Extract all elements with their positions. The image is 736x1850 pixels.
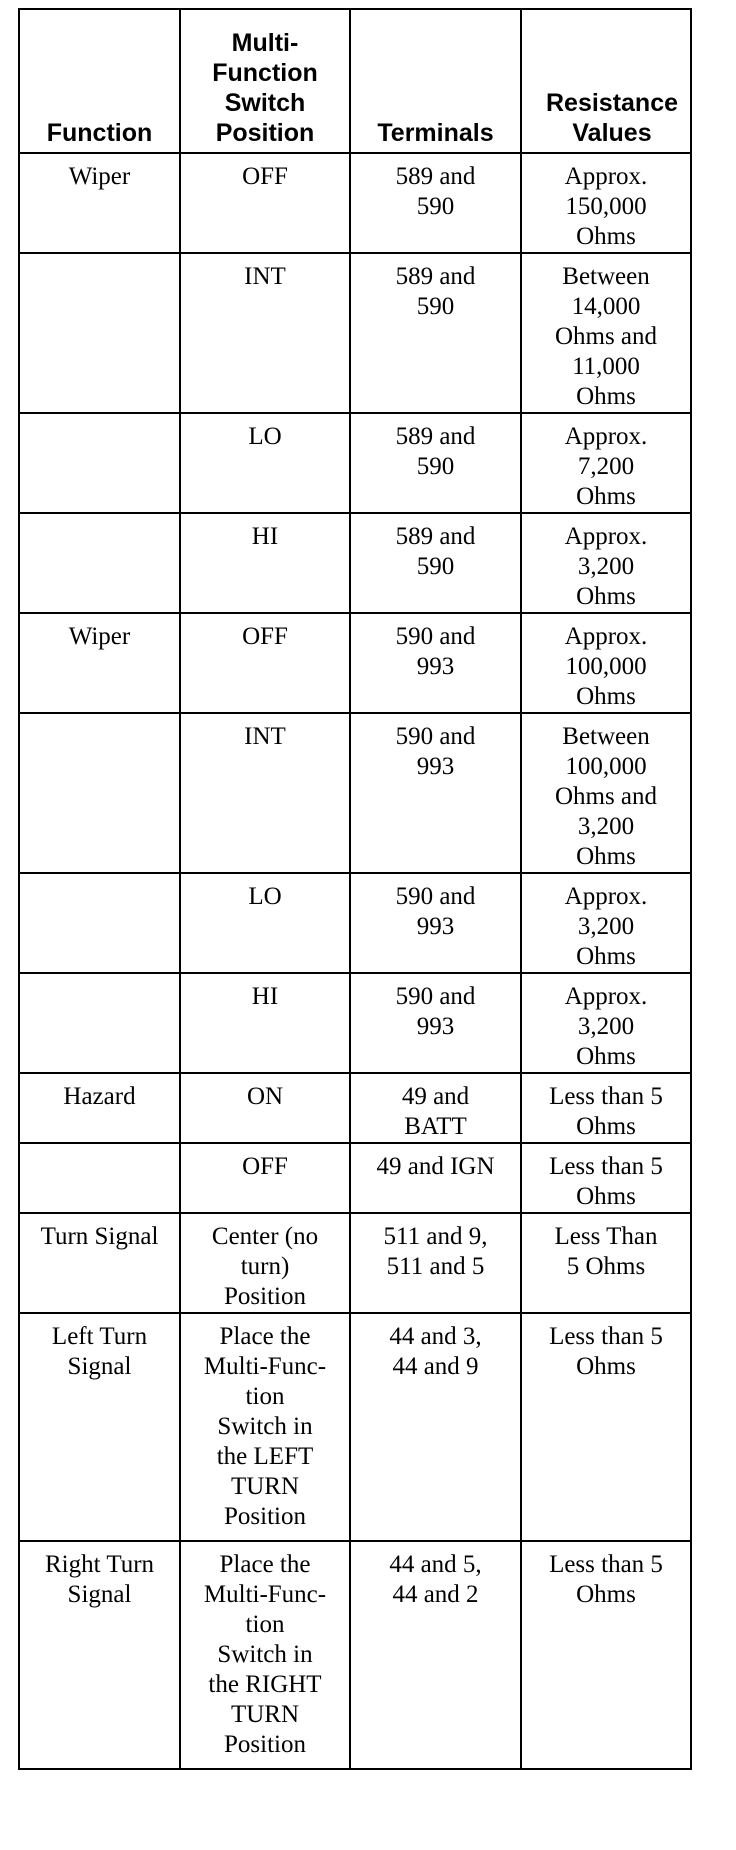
table-row [19, 153, 691, 253]
table-row [19, 413, 691, 513]
cell-switch-position: OFF [180, 1143, 350, 1213]
cell-function: Wiper [19, 153, 180, 253]
cell-switch-position: Place the Multi-Func- tion Switch in the LEFT TURN Position [180, 1313, 350, 1541]
cell-function [19, 413, 180, 513]
cell-switch-position: INT [180, 253, 350, 413]
cell-terminals: 44 and 3, 44 and 9 [350, 1313, 521, 1541]
table-row [19, 613, 691, 713]
cell-function [19, 1143, 180, 1213]
cell-function [19, 973, 180, 1073]
header-resistance-values: Resistance Values [521, 9, 691, 153]
cell-function: Left Turn Signal [19, 1313, 180, 1541]
cell-function: Turn Signal [19, 1213, 180, 1313]
cell-resistance: Less than 5 Ohms [521, 1143, 691, 1213]
cell-resistance: Less Than 5 Ohms [521, 1213, 691, 1313]
cell-resistance: Approx. 3,200 Ohms [521, 513, 691, 613]
cell-terminals: 511 and 9, 511 and 5 [350, 1213, 521, 1313]
table-row [19, 513, 691, 613]
cell-switch-position: OFF [180, 613, 350, 713]
multi-function-switch-resistance-table [18, 8, 692, 1770]
cell-switch-position: LO [180, 413, 350, 513]
table-row [19, 713, 691, 873]
header-function: Function [19, 9, 180, 153]
cell-function: Right Turn Signal [19, 1541, 180, 1769]
cell-terminals: 49 and BATT [350, 1073, 521, 1143]
cell-switch-position: LO [180, 873, 350, 973]
table-row [19, 1213, 691, 1313]
cell-resistance: Approx. 150,000 Ohms [521, 153, 691, 253]
cell-terminals: 590 and 993 [350, 973, 521, 1073]
table-row [19, 1541, 691, 1769]
cell-switch-position: Center (no turn) Position [180, 1213, 350, 1313]
cell-terminals: 590 and 993 [350, 613, 521, 713]
cell-switch-position: OFF [180, 153, 350, 253]
cell-switch-position: HI [180, 973, 350, 1073]
table-row [19, 1143, 691, 1213]
cell-terminals: 590 and 993 [350, 713, 521, 873]
cell-switch-position: ON [180, 1073, 350, 1143]
cell-terminals: 589 and 590 [350, 153, 521, 253]
cell-terminals: 589 and 590 [350, 413, 521, 513]
cell-terminals: 49 and IGN [350, 1143, 521, 1213]
cell-function [19, 513, 180, 613]
cell-function: Wiper [19, 613, 180, 713]
cell-switch-position: HI [180, 513, 350, 613]
table-row [19, 973, 691, 1073]
cell-resistance: Between 100,000 Ohms and 3,200 Ohms [521, 713, 691, 873]
cell-resistance: Approx. 7,200 Ohms [521, 413, 691, 513]
cell-terminals: 589 and 590 [350, 513, 521, 613]
cell-resistance: Approx. 3,200 Ohms [521, 973, 691, 1073]
table-row [19, 1313, 691, 1541]
cell-function [19, 253, 180, 413]
table-row [19, 253, 691, 413]
cell-function: Hazard [19, 1073, 180, 1143]
table-row [19, 1073, 691, 1143]
cell-resistance: Approx. 3,200 Ohms [521, 873, 691, 973]
cell-terminals: 44 and 5, 44 and 2 [350, 1541, 521, 1769]
cell-switch-position: Place the Multi-Func- tion Switch in the RIGHT TURN Position [180, 1541, 350, 1769]
header-switch-position: Multi- Function Switch Position [180, 9, 350, 153]
table-row [19, 873, 691, 973]
cell-function [19, 713, 180, 873]
cell-resistance: Less than 5 Ohms [521, 1313, 691, 1541]
header-row [19, 9, 691, 153]
cell-terminals: 590 and 993 [350, 873, 521, 973]
cell-resistance: Between 14,000 Ohms and 11,000 Ohms [521, 253, 691, 413]
header-terminals: Terminals [350, 9, 521, 153]
cell-switch-position: INT [180, 713, 350, 873]
cell-function [19, 873, 180, 973]
cell-resistance: Less than 5 Ohms [521, 1073, 691, 1143]
cell-resistance: Less than 5 Ohms [521, 1541, 691, 1769]
resistance-table-container [18, 8, 692, 1770]
cell-terminals: 589 and 590 [350, 253, 521, 413]
cell-resistance: Approx. 100,000 Ohms [521, 613, 691, 713]
